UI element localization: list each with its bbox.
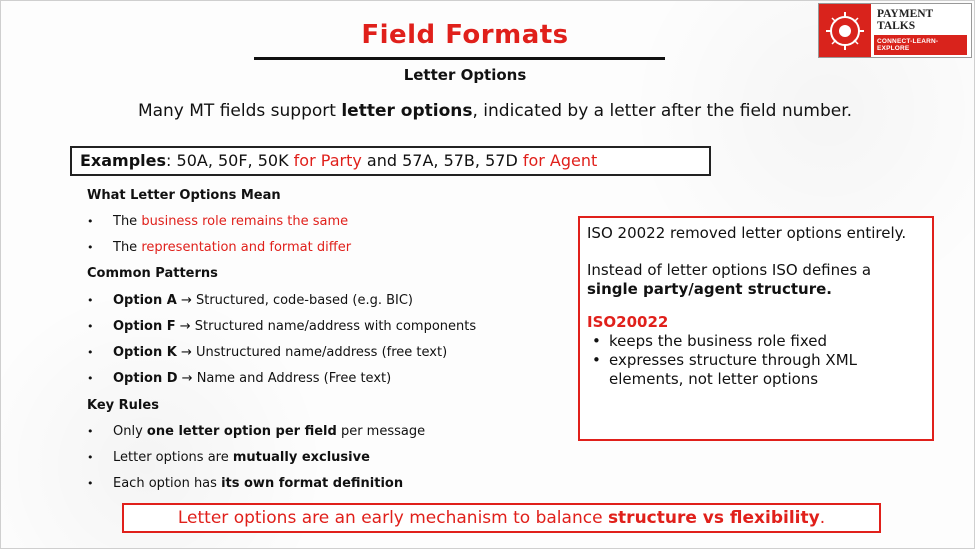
rules-heading: Key Rules bbox=[87, 398, 159, 413]
slide-subtitle: Letter Options bbox=[403, 66, 527, 84]
meaning-item: • The representation and format differ bbox=[87, 240, 352, 255]
callout-line-1: ISO 20022 removed letter options entirely. bbox=[587, 224, 907, 242]
callout-iso-label: ISO20022 bbox=[587, 313, 669, 331]
callout-line-2: Instead of letter options ISO defines a single party/agent structure. bbox=[587, 261, 872, 298]
logo-tagline: CONNECT-LEARN-EXPLORE bbox=[874, 35, 967, 55]
intro-text: Many MT fields support letter options, indicated by a letter after the field number. bbox=[137, 101, 853, 121]
iso20022-callout bbox=[578, 216, 934, 441]
patterns-heading: Common Patterns bbox=[87, 266, 218, 281]
logo-name: PAYMENT TALKS bbox=[877, 8, 934, 32]
examples-box: Examples: 50A, 50F, 50K for Party and 57A, 57B, 57D for Agent bbox=[70, 146, 711, 176]
footer-summary-box: Letter options are an early mechanism to balance structure vs flexibility. bbox=[122, 503, 881, 533]
callout-bullet: • expresses structure through XML elements, not letter options bbox=[587, 351, 925, 389]
rule-item: • Letter options are mutually exclusive bbox=[87, 450, 370, 465]
payment-talks-logo bbox=[818, 3, 972, 58]
slide-title: Field Formats bbox=[361, 20, 569, 50]
pattern-item: • Option K → Unstructured name/address (free text) bbox=[87, 345, 448, 360]
logo-emblem-icon bbox=[819, 4, 871, 57]
meaning-item: • The business role remains the same bbox=[87, 214, 349, 229]
rule-item: • Each option has its own format definition bbox=[87, 476, 404, 491]
pattern-item: • Option A → Structured, code-based (e.g. BIC) bbox=[87, 293, 413, 308]
examples-label: Examples bbox=[80, 151, 167, 170]
title-underline bbox=[254, 57, 665, 60]
callout-bullets bbox=[587, 332, 925, 389]
callout-bullet: • keeps the business role fixed bbox=[587, 332, 925, 351]
meaning-heading: What Letter Options Mean bbox=[87, 188, 281, 203]
pattern-item: • Option D → Name and Address (Free text) bbox=[87, 371, 392, 386]
rule-item: • Only one letter option per field per message bbox=[87, 424, 426, 439]
pattern-item: • Option F → Structured name/address with components bbox=[87, 319, 477, 334]
